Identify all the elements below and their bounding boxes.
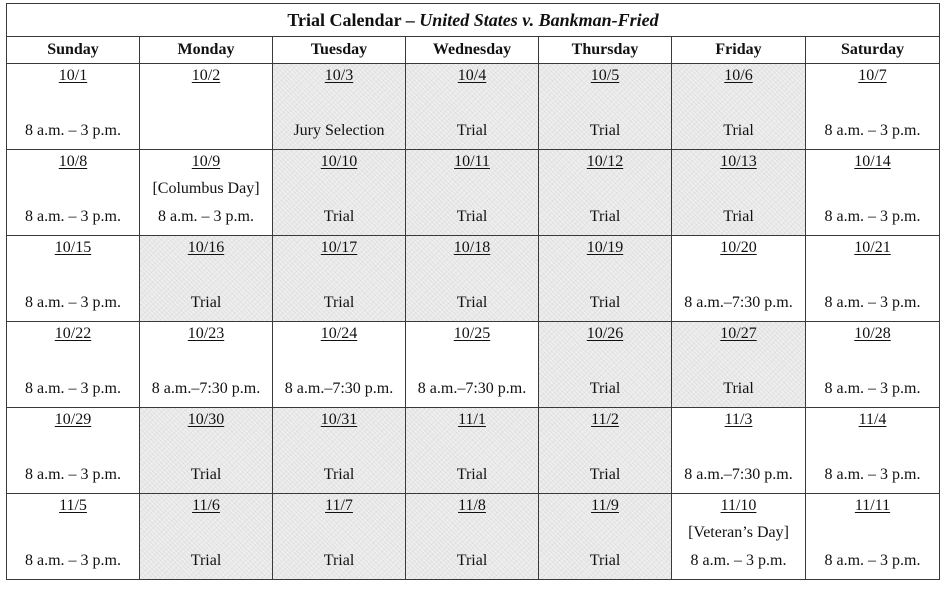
day-date: 10/13 [720,153,757,170]
day-cell-content [539,236,671,321]
day-schedule: 8 a.m. – 3 p.m. [824,466,921,483]
day-cell [539,150,672,236]
day-schedule: Trial [190,294,222,311]
day-cell-content [140,322,272,407]
weekday-header-saturday: Saturday [806,37,940,64]
day-cell [539,322,672,408]
day-cell [140,150,273,236]
day-cell-content [406,322,538,407]
day-date: 11/11 [854,497,891,514]
day-cell [273,408,406,494]
day-cell-content [273,150,405,235]
day-cell [806,150,940,236]
day-cell-content [406,494,538,579]
week-row [7,322,940,408]
day-schedule: Trial [323,208,355,225]
day-cell-content [539,64,671,149]
day-date: 10/21 [854,239,891,256]
day-schedule: Trial [456,122,488,139]
day-schedule: Trial [456,294,488,311]
day-cell [806,494,940,580]
day-cell [140,236,273,322]
day-cell [273,150,406,236]
day-schedule: 8 a.m.–7:30 p.m. [151,380,261,397]
weekday-header-friday: Friday [672,37,806,64]
day-date: 10/12 [586,153,624,170]
day-schedule: 8 a.m.–7:30 p.m. [417,380,527,397]
day-date: 11/6 [192,497,220,514]
day-date: 10/5 [590,67,620,84]
weekday-header-row [7,37,940,64]
case-name: United States v. Bankman-Fried [419,9,659,30]
title-prefix: Trial Calendar – [287,9,420,30]
day-date: 11/8 [458,497,486,514]
day-cell-content [406,408,538,493]
day-cell-content [7,322,139,407]
day-cell [672,322,806,408]
holiday-note: [Columbus Day] [152,180,260,197]
day-cell-content [140,494,272,579]
day-date: 10/25 [453,325,491,342]
day-cell [406,64,539,150]
day-cell [672,150,806,236]
day-date: 10/14 [854,153,891,170]
day-cell [140,408,273,494]
day-cell-content [140,64,272,149]
day-schedule: Trial [190,466,222,483]
day-cell [539,408,672,494]
calendar-body [7,64,940,580]
day-cell [273,64,406,150]
day-schedule: Trial [589,208,621,225]
week-row [7,494,940,580]
day-cell-content [539,494,671,579]
day-schedule: Trial [589,466,621,483]
day-date: 10/3 [324,67,354,84]
day-cell-content [406,64,538,149]
day-cell-content [672,408,805,493]
day-date: 10/26 [586,325,624,342]
day-schedule: 8 a.m.–7:30 p.m. [284,380,394,397]
day-cell-content [806,150,939,235]
day-schedule: Trial [723,208,754,225]
day-date: 10/16 [187,239,225,256]
day-cell-content [273,64,405,149]
day-date: 10/15 [54,239,92,256]
day-schedule: 8 a.m. – 3 p.m. [824,294,921,311]
day-cell-content [672,236,805,321]
day-cell [273,322,406,408]
day-date: 11/3 [724,411,753,428]
day-schedule: 8 a.m. – 3 p.m. [158,208,254,225]
day-schedule: 8 a.m. – 3 p.m. [25,208,121,225]
day-date: 11/4 [858,411,887,428]
day-schedule: 8 a.m. – 3 p.m. [25,294,121,311]
day-date: 11/2 [591,411,619,428]
day-date: 10/6 [724,67,753,84]
day-cell [806,64,940,150]
weekday-header-monday: Monday [140,37,273,64]
day-schedule: Trial [323,294,355,311]
week-row [7,236,940,322]
holiday-note: [Veteran’s Day] [688,524,789,541]
day-date: 10/1 [58,67,88,84]
day-cell-content [7,408,139,493]
day-cell [806,236,940,322]
day-date: 11/1 [458,411,486,428]
day-cell-content [273,494,405,579]
day-cell [7,494,140,580]
day-date: 10/19 [586,239,624,256]
day-cell [406,236,539,322]
day-cell-content [806,236,939,321]
day-schedule: 8 a.m.–7:30 p.m. [684,294,793,311]
day-cell [406,494,539,580]
day-cell [7,150,140,236]
day-cell [140,64,273,150]
day-date: 10/22 [54,325,92,342]
day-schedule: Trial [456,466,488,483]
day-cell [7,408,140,494]
day-cell-content [806,322,939,407]
weekday-header-thursday: Thursday [539,37,672,64]
day-schedule: Trial [589,552,621,569]
day-cell-content [7,236,139,321]
day-schedule: 8 a.m.–7:30 p.m. [684,466,793,483]
day-schedule: 8 a.m. – 3 p.m. [824,380,921,397]
day-schedule: Jury Selection [293,122,385,139]
week-row [7,150,940,236]
day-date: 10/17 [320,239,358,256]
day-cell [806,408,940,494]
day-schedule: Trial [589,122,621,139]
day-date: 11/5 [59,497,87,514]
day-cell-content [539,408,671,493]
day-cell [406,150,539,236]
day-date: 10/18 [453,239,491,256]
day-cell [672,236,806,322]
calendar-title [7,4,940,37]
day-cell [273,494,406,580]
day-cell [539,64,672,150]
day-date: 10/30 [187,411,225,428]
day-cell-content [539,322,671,407]
day-cell-content [806,64,939,149]
week-row [7,64,940,150]
day-cell-content [672,494,805,579]
day-cell [539,494,672,580]
day-cell-content [406,236,538,321]
day-date: 10/28 [854,325,891,342]
day-cell-content [672,322,805,407]
day-date: 10/10 [320,153,358,170]
day-schedule: Trial [456,208,488,225]
day-date: 10/23 [187,325,225,342]
day-cell [406,322,539,408]
day-cell [539,236,672,322]
day-schedule: Trial [323,552,355,569]
day-cell-content [672,64,805,149]
day-cell-content [140,408,272,493]
day-cell [273,236,406,322]
day-date: 10/2 [191,67,221,84]
day-cell-content [140,150,272,235]
day-cell-content [806,494,939,579]
day-cell-content [140,236,272,321]
weekday-header-wednesday: Wednesday [406,37,539,64]
day-schedule: Trial [190,552,222,569]
day-cell [672,64,806,150]
day-cell-content [539,150,671,235]
day-cell-content [7,64,139,149]
day-cell-content [273,322,405,407]
day-cell-content [273,236,405,321]
day-date: 10/9 [191,153,221,170]
day-date: 10/8 [58,153,88,170]
day-cell [806,322,940,408]
day-date: 10/11 [454,153,490,170]
day-cell-content [406,150,538,235]
day-date: 10/27 [720,325,757,342]
day-schedule: Trial [589,294,621,311]
trial-calendar-table [6,3,940,580]
day-cell [672,494,806,580]
day-schedule: Trial [723,122,754,139]
day-cell [140,322,273,408]
weekday-header-sunday: Sunday [7,37,140,64]
day-date: 11/7 [325,497,353,514]
day-cell-content [7,494,139,579]
day-schedule: 8 a.m. – 3 p.m. [824,552,921,569]
weekday-header-tuesday: Tuesday [273,37,406,64]
day-date: 11/9 [591,497,619,514]
day-schedule: 8 a.m. – 3 p.m. [824,208,921,225]
day-schedule: Trial [456,552,488,569]
day-date: 11/10 [720,497,757,514]
day-date: 10/7 [858,67,887,84]
day-schedule: Trial [589,380,621,397]
day-date: 10/29 [54,411,92,428]
day-date: 10/4 [457,67,487,84]
day-schedule: Trial [723,380,754,397]
day-cell [140,494,273,580]
day-cell [7,236,140,322]
day-date: 10/31 [320,411,358,428]
day-schedule: 8 a.m. – 3 p.m. [690,552,787,569]
day-cell [7,322,140,408]
day-cell [406,408,539,494]
week-row [7,408,940,494]
day-schedule: Trial [323,466,355,483]
day-cell [7,64,140,150]
day-cell-content [7,150,139,235]
day-cell-content [806,408,939,493]
day-schedule: 8 a.m. – 3 p.m. [25,552,121,569]
day-cell-content [273,408,405,493]
day-schedule: 8 a.m. – 3 p.m. [824,122,921,139]
day-schedule: 8 a.m. – 3 p.m. [25,380,121,397]
day-schedule: 8 a.m. – 3 p.m. [25,122,121,139]
day-cell-content [672,150,805,235]
day-date: 10/24 [320,325,358,342]
day-cell [672,408,806,494]
day-schedule: 8 a.m. – 3 p.m. [25,466,121,483]
day-date: 10/20 [720,239,757,256]
